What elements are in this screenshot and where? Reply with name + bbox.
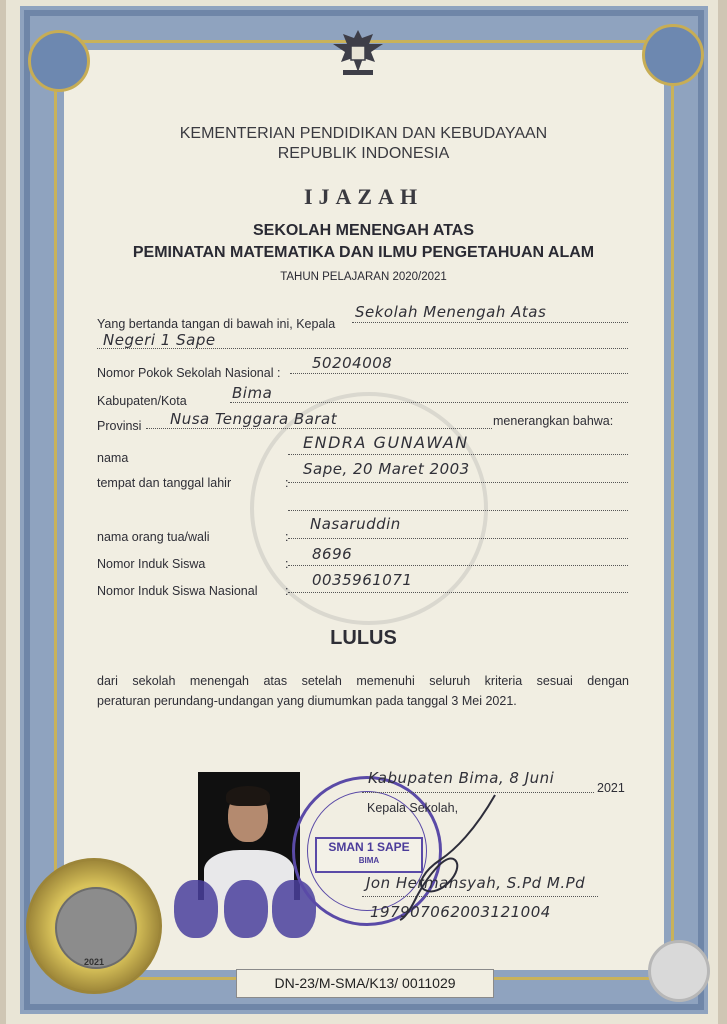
- dotted-line: [288, 482, 628, 483]
- stamp-city: BIMA: [358, 856, 380, 865]
- dotted-line: [290, 373, 628, 374]
- intro-label: Yang bertanda tangan di bawah ini, Kepala: [97, 317, 336, 331]
- hologram-seal: [26, 858, 162, 994]
- signatory-name: Jon Hermansyah, S.Pd M.Pd: [366, 874, 586, 892]
- npsn-value: 50204008: [312, 354, 393, 372]
- npsn-label: Nomor Pokok Sekolah Nasional :: [97, 366, 281, 380]
- school-level-heading: SEKOLAH MENENGAH ATAS: [252, 222, 475, 239]
- signature-place-date: Kabupaten Bima, 8 Juni: [368, 769, 555, 787]
- corner-ornament-icon: [28, 30, 90, 92]
- school-name-value-2: Negeri 1 Sape: [103, 331, 216, 349]
- nama-label: nama: [97, 451, 129, 465]
- signatory-nip: 197907062003121004: [370, 903, 551, 921]
- ttl-label: tempat dan tanggal lahir: [97, 476, 232, 490]
- kabupaten-value: Bima: [232, 384, 273, 402]
- dotted-line: [97, 348, 628, 349]
- school-name-value-1: Sekolah Menengah Atas: [355, 303, 547, 321]
- provinsi-value: Nusa Tenggara Barat: [170, 410, 338, 428]
- statement-line-1: dari sekolah menengah atas setelah memenuhi seluruh kriteria sesuai dengan: [97, 674, 629, 688]
- corner-ornament-icon: [642, 24, 704, 86]
- dotted-line: [362, 896, 598, 897]
- stamp-school-name: SMAN 1 SAPE: [328, 840, 410, 854]
- dotted-line: [352, 322, 628, 323]
- provinsi-label: Provinsi: [97, 419, 142, 433]
- seal-year: 2021: [83, 957, 105, 967]
- dotted-line: [288, 538, 628, 539]
- dotted-line: [288, 454, 628, 455]
- dotted-line: [288, 565, 628, 566]
- menerangkan-label: menerangkan bahwa:: [493, 414, 614, 428]
- nama-value: ENDRA GUNAWAN: [303, 433, 469, 452]
- nisn-label: Nomor Induk Siswa Nasional: [97, 584, 258, 598]
- dotted-line: [230, 402, 628, 403]
- hologram-sticker-icon: [648, 940, 710, 1002]
- serial-number: DN-23/M-SMA/K13/ 0011029: [236, 969, 494, 998]
- colon: :: [285, 476, 289, 490]
- colon: :: [285, 557, 289, 571]
- dotted-line: [288, 510, 628, 511]
- ortu-value: Nasaruddin: [310, 515, 401, 533]
- statement-line-2: peraturan perundang-undangan yang diumumkan pada tanggal 3 Mei 2021.: [97, 694, 517, 708]
- fingerprints: [172, 880, 317, 940]
- ministry-title: KEMENTERIAN PENDIDIKAN DAN KEBUDAYAAN: [179, 125, 548, 142]
- signature-year: 2021: [597, 781, 625, 795]
- signature-role: Kepala Sekolah,: [367, 801, 459, 815]
- fingerprint-icon: [224, 880, 268, 938]
- colon: :: [285, 584, 289, 598]
- ortu-label: nama orang tua/wali: [97, 530, 210, 544]
- garuda-emblem-icon: [329, 26, 387, 78]
- document-title: IJAZAH: [303, 184, 424, 209]
- specialization-heading: PEMINATAN MATEMATIKA DAN ILMU PENGETAHUAN ALAM: [132, 244, 595, 261]
- graduation-status: LULUS: [330, 627, 397, 649]
- ttl-value: Sape, 20 Maret 2003: [303, 460, 470, 478]
- nisn-value: 0035961071: [312, 571, 413, 589]
- dotted-line: [146, 428, 492, 429]
- republic-title: REPUBLIK INDONESIA: [277, 145, 450, 162]
- academic-year: TAHUN PELAJARAN 2020/2021: [280, 271, 447, 283]
- nis-label: Nomor Induk Siswa: [97, 557, 206, 571]
- dotted-line: [288, 592, 628, 593]
- kabupaten-label: Kabupaten/Kota: [97, 394, 187, 408]
- fingerprint-icon: [174, 880, 218, 938]
- nis-value: 8696: [312, 545, 353, 563]
- colon: :: [285, 530, 289, 544]
